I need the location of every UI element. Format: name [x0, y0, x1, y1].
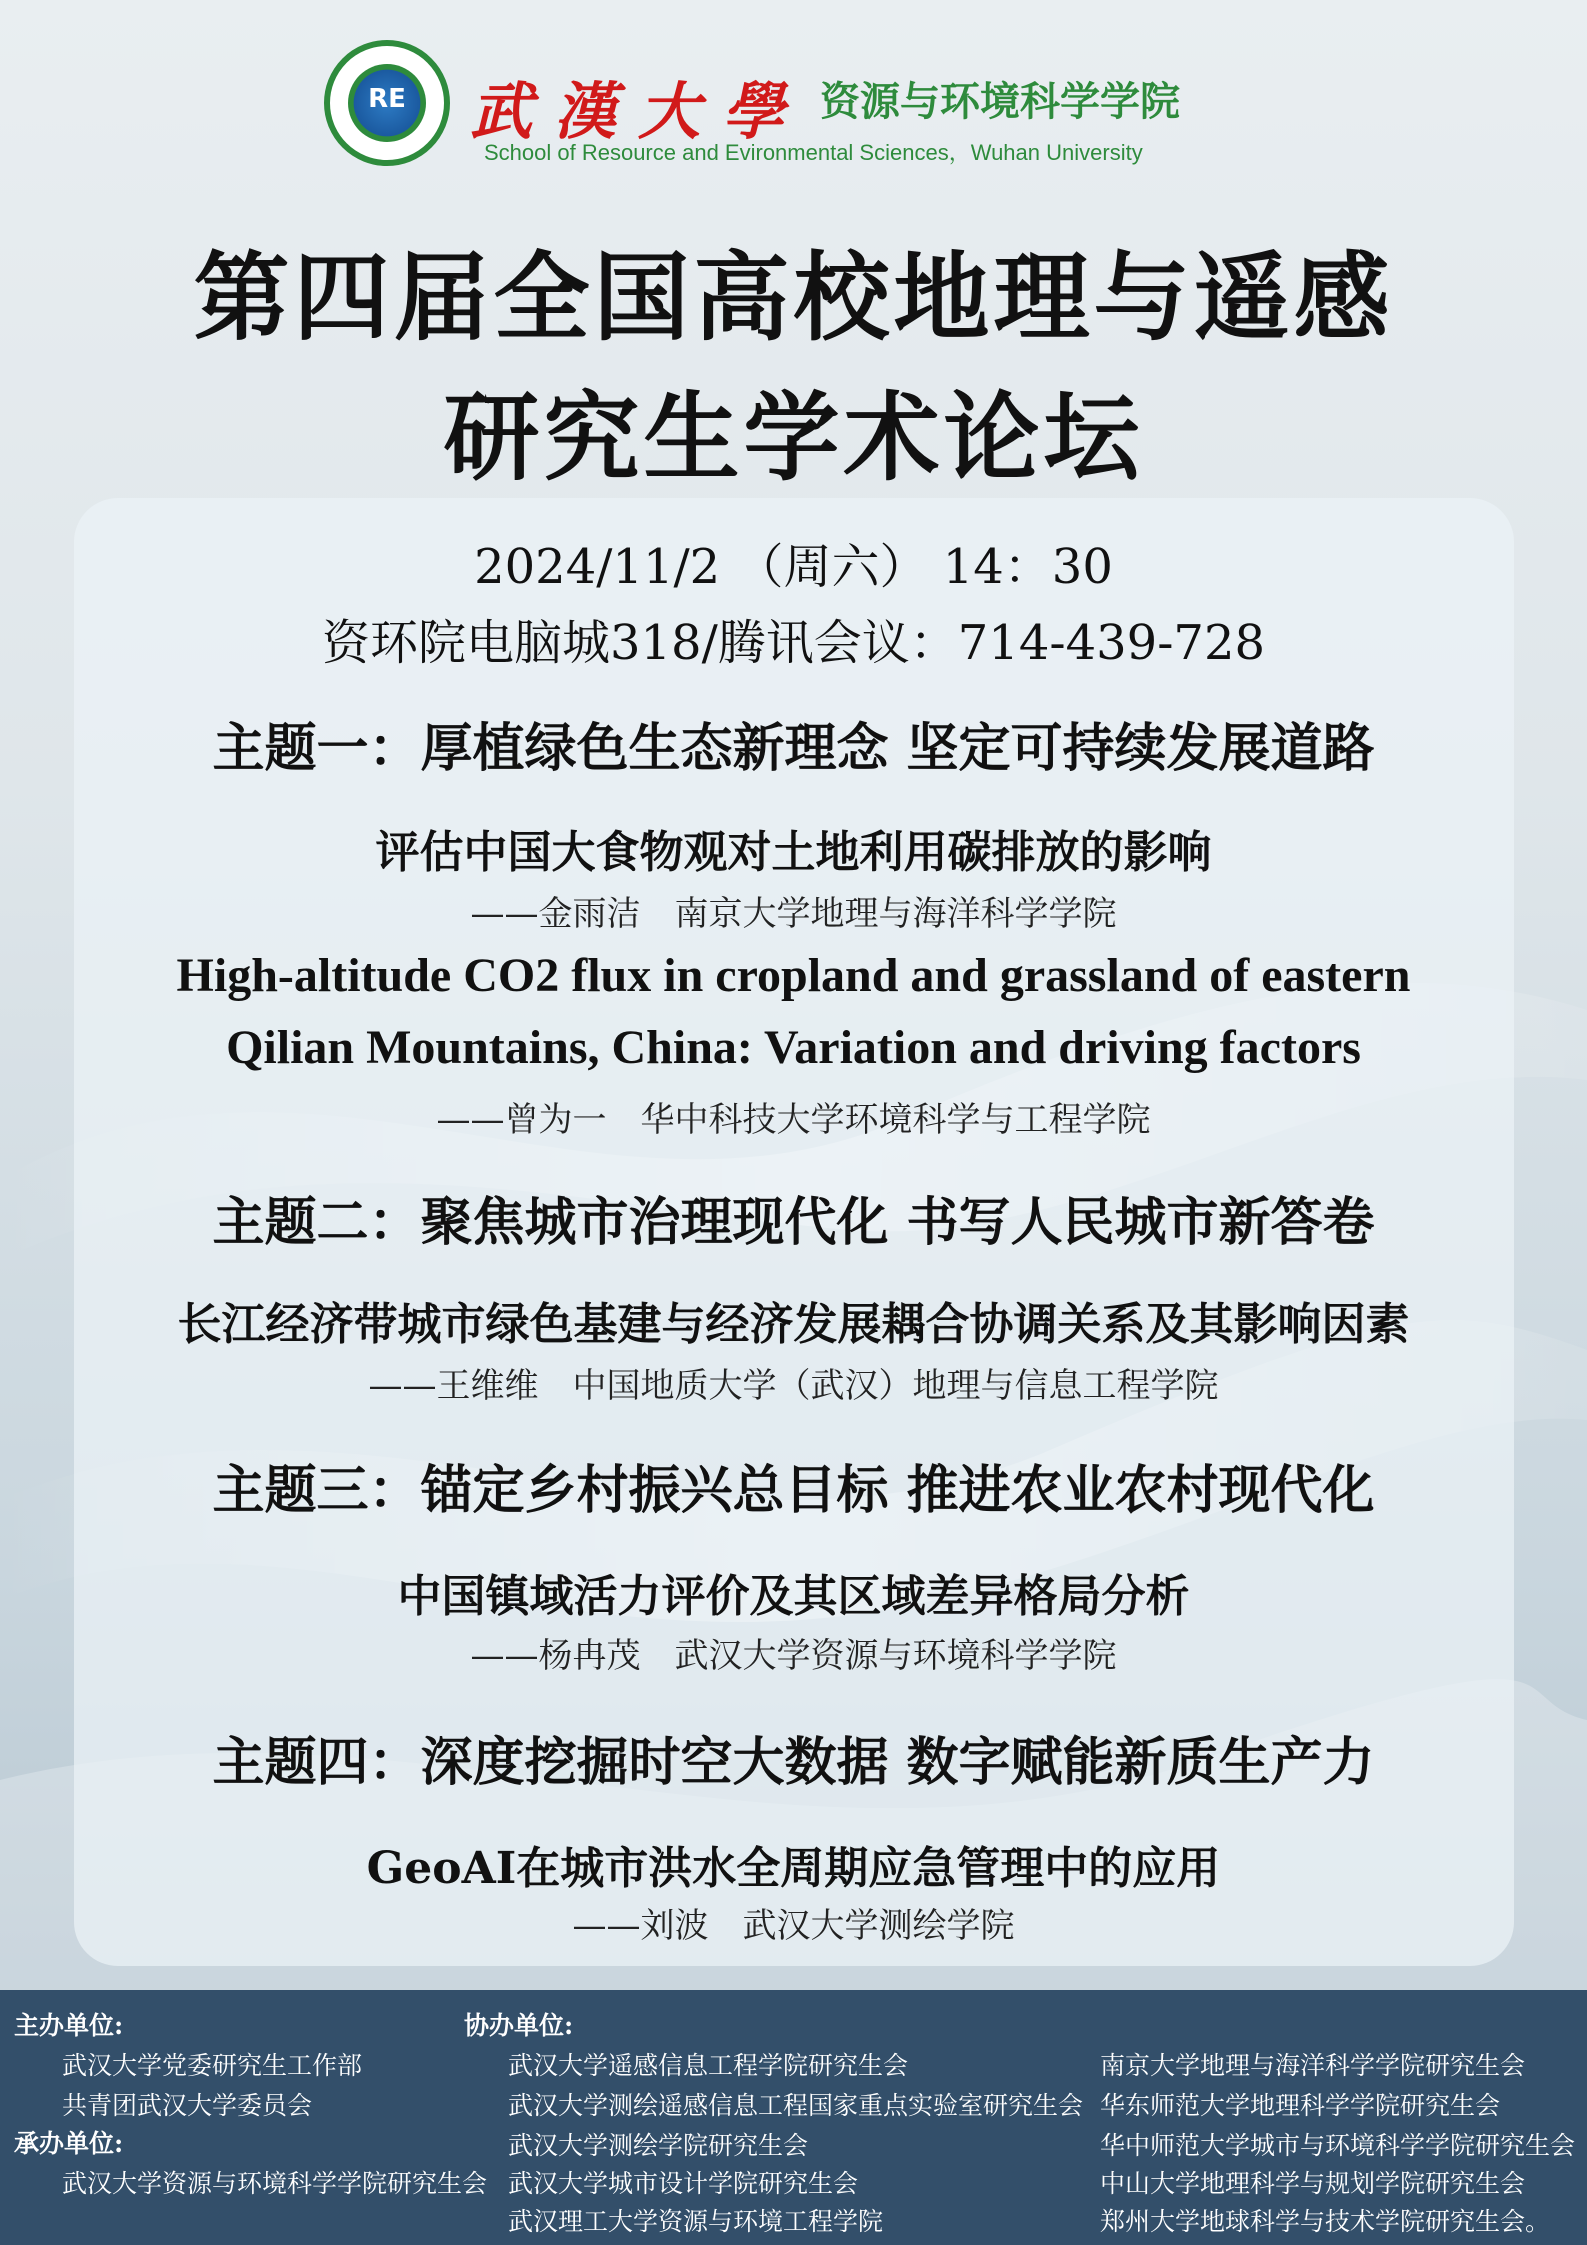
co-organizer-item: 武汉大学测绘遥感信息工程国家重点实验室研究生会	[508, 2091, 1084, 2120]
school-name-en: School of Resource and Evironmental Sciences，Wuhan University	[484, 140, 1143, 165]
event-location: 资环院电脑城318/腾讯会议：714-439-728	[321, 615, 1266, 671]
co-organizer-item: 武汉大学测绘学院研究生会	[508, 2131, 809, 2160]
talk-2-title-line-1: High-altitude CO2 flux in cropland and grassland of eastern	[176, 949, 1411, 1002]
talk-1-title: 评估中国大食物观对土地利用碳排放的影响	[375, 827, 1212, 878]
title-line-2: 研究生学术论坛	[443, 382, 1144, 494]
talk-2-speaker: ——曾为一 华中科技大学环境科学与工程学院	[436, 1100, 1151, 1140]
theme-4-title: 主题四：深度挖掘时空大数据 数字赋能新质生产力	[212, 1733, 1375, 1793]
event-time: 2024/11/2 （周六） 14：30	[474, 539, 1113, 595]
co-organizer-item: 武汉大学遥感信息工程学院研究生会	[508, 2051, 909, 2080]
co-organizer-item: 武汉大学城市设计学院研究生会	[508, 2169, 859, 2198]
talk-4-title: 中国镇域活力评价及其区域差异格局分析	[397, 1571, 1190, 1622]
organizer-item: 武汉大学资源与环境科学学院研究生会	[62, 2169, 488, 2198]
host-item: 共青团武汉大学委员会	[62, 2091, 313, 2120]
co-organizer-item: 华中师范大学城市与环境科学学院研究生会	[1100, 2131, 1576, 2160]
talk-5-title: GeoAI在城市洪水全周期应急管理中的应用	[366, 1843, 1221, 1894]
co-organizer-item: 中山大学地理科学与规划学院研究生会	[1100, 2169, 1526, 2198]
footer-organizers	[0, 1990, 1587, 2245]
organizer-label: 承办单位:	[14, 2129, 124, 2158]
talk-1-speaker: ——金雨洁 南京大学地理与海洋科学学院	[470, 894, 1117, 934]
theme-2-title: 主题二：聚焦城市治理现代化 书写人民城市新答卷	[212, 1193, 1375, 1253]
co-organizer-item: 武汉理工大学资源与环境工程学院	[508, 2207, 884, 2236]
host-label: 主办单位:	[14, 2011, 124, 2040]
talk-5-speaker: ——刘波 武汉大学测绘学院	[572, 1906, 1015, 1946]
talk-3-title: 长江经济带城市绿色基建与经济发展耦合协调关系及其影响因素	[177, 1299, 1410, 1350]
host-item: 武汉大学党委研究生工作部	[62, 2051, 363, 2080]
co-organizer-item: 华东师范大学地理科学学院研究生会	[1100, 2091, 1501, 2120]
school-seal-logo	[324, 40, 450, 166]
title-line-1: 第四届全国高校地理与遥感	[193, 242, 1394, 354]
theme-1-title: 主题一：厚植绿色生态新理念 坚定可持续发展道路	[212, 719, 1375, 779]
talk-3-speaker: ——王维维 中国地质大学（武汉）地理与信息工程学院	[368, 1366, 1219, 1406]
co-organizer-item: 郑州大学地球科学与技术学院研究生会。	[1100, 2207, 1551, 2236]
talk-2-title-line-2: Qilian Mountains, China: Variation and driving factors	[226, 1021, 1361, 1074]
school-name-cn: 资源与环境科学学院	[820, 79, 1180, 125]
theme-3-title: 主题三：锚定乡村振兴总目标 推进农业农村现代化	[212, 1461, 1375, 1521]
co-organizer-label: 协办单位:	[464, 2011, 574, 2040]
co-organizer-item: 南京大学地理与海洋科学学院研究生会	[1100, 2051, 1526, 2080]
talk-4-speaker: ——杨冉茂 武汉大学资源与环境科学学院	[470, 1636, 1117, 1676]
seal-text: RE	[368, 84, 406, 114]
university-name: 武漢大學	[470, 75, 807, 148]
